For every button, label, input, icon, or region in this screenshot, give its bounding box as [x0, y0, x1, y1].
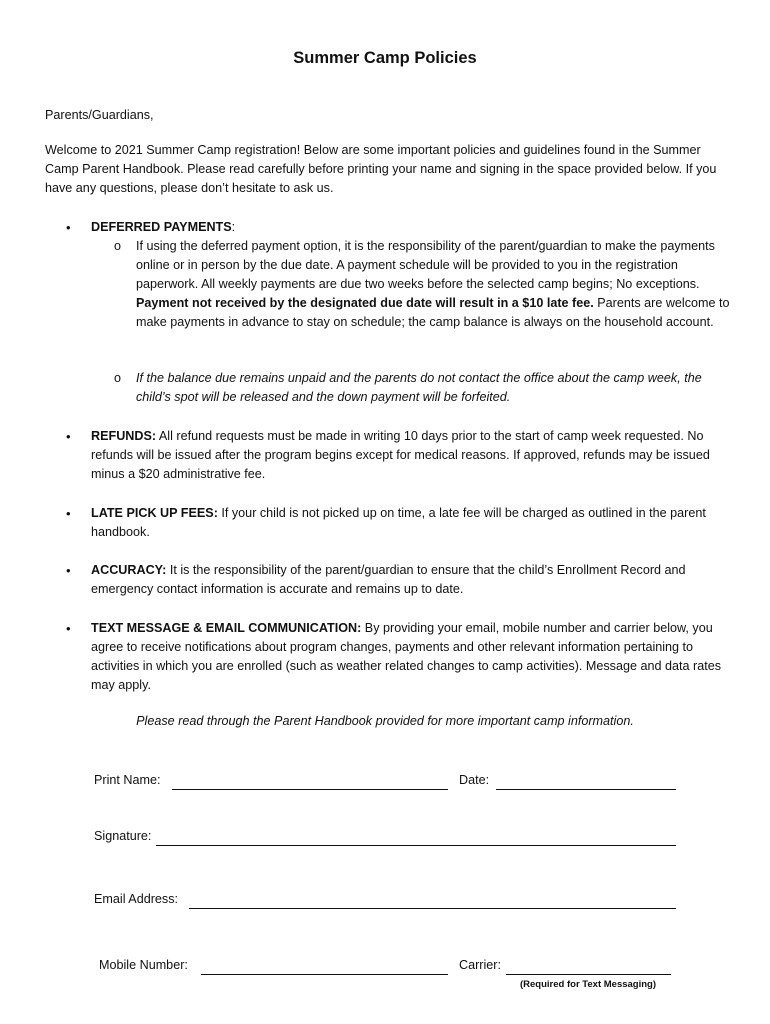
carrier-field[interactable] [506, 974, 671, 975]
handbook-note: Please read through the Parent Handbook provided for more important camp information. [136, 714, 634, 728]
bullet-icon: • [66, 429, 71, 444]
intro-paragraph: Welcome to 2021 Summer Camp registration! Below are some important policies and guidelines found in the Summer Camp Parent Handbook. Please read carefully before printing your name and signing in the space provided below. If you have any questions, please don’t hesitate to ask us. [45, 143, 717, 195]
date-label: Date: [459, 773, 490, 787]
carrier-label: Carrier: [459, 958, 501, 972]
signature-label: Signature: [94, 829, 152, 843]
deferred-payments-detail: If using the deferred payment option, it is the responsibility of the parent/guardian to make the payments online or in person by the due date. A payment schedule will be provided to you in the registration paperwork. All weekly payments are due two weeks before the selected camp begins; No exceptions. Payment not received by the designated due date will result in a $10 late fee. Parents are welcome to make payments in advance to stay on schedule; the camp balance is always on the household account. [136, 239, 730, 329]
bullet-icon: • [66, 563, 71, 578]
forfeit-notice: If the balance due remains unpaid and the parents do not contact the office about the camp week, the child’s spot will be released and the down payment will be forfeited. [136, 371, 702, 404]
bullet-icon: • [66, 506, 71, 521]
page-title: Summer Camp Policies [293, 49, 477, 67]
required-note: (Required for Text Messaging) [520, 979, 657, 990]
sub-bullet-icon: o [114, 371, 122, 385]
refunds-policy: REFUNDS: All refund requests must be made in writing 10 days prior to the start of camp week requested. No refunds will be issued after the program begins except for medical reasons. If approved, refunds may be issued minus a $20 administrative fee. [91, 429, 710, 481]
greeting: Parents/Guardians, [45, 108, 154, 122]
sub-bullet-icon: o [114, 239, 122, 253]
email-field[interactable] [189, 908, 676, 909]
accuracy-policy: ACCURACY: It is the responsibility of the parent/guardian to ensure that the child’s Enrollment Record and emergency contact information is accurate and remains up to date. [91, 563, 686, 596]
deferred-payments-heading: DEFERRED PAYMENTS: [91, 220, 236, 234]
mobile-number-label: Mobile Number: [99, 958, 188, 972]
print-name-label: Print Name: [94, 773, 161, 787]
email-label: Email Address: [94, 892, 178, 906]
mobile-number-field[interactable] [201, 974, 448, 975]
bullet-icon: • [66, 621, 71, 636]
print-name-field[interactable] [172, 789, 448, 790]
signature-field[interactable] [156, 845, 676, 846]
date-field[interactable] [496, 789, 676, 790]
communication-policy: TEXT MESSAGE & EMAIL COMMUNICATION: By providing your email, mobile number and carrier below, you agree to receive notifications about program changes, payments and other relevant information pertaining to activities in which you are enrolled (such as weather related changes to camp activities). Message and data rates may apply. [91, 621, 722, 692]
bullet-icon: • [66, 220, 71, 235]
late-pickup-policy: LATE PICK UP FEES: If your child is not picked up on time, a late fee will be charged as outlined in the parent handbook. [91, 506, 706, 539]
